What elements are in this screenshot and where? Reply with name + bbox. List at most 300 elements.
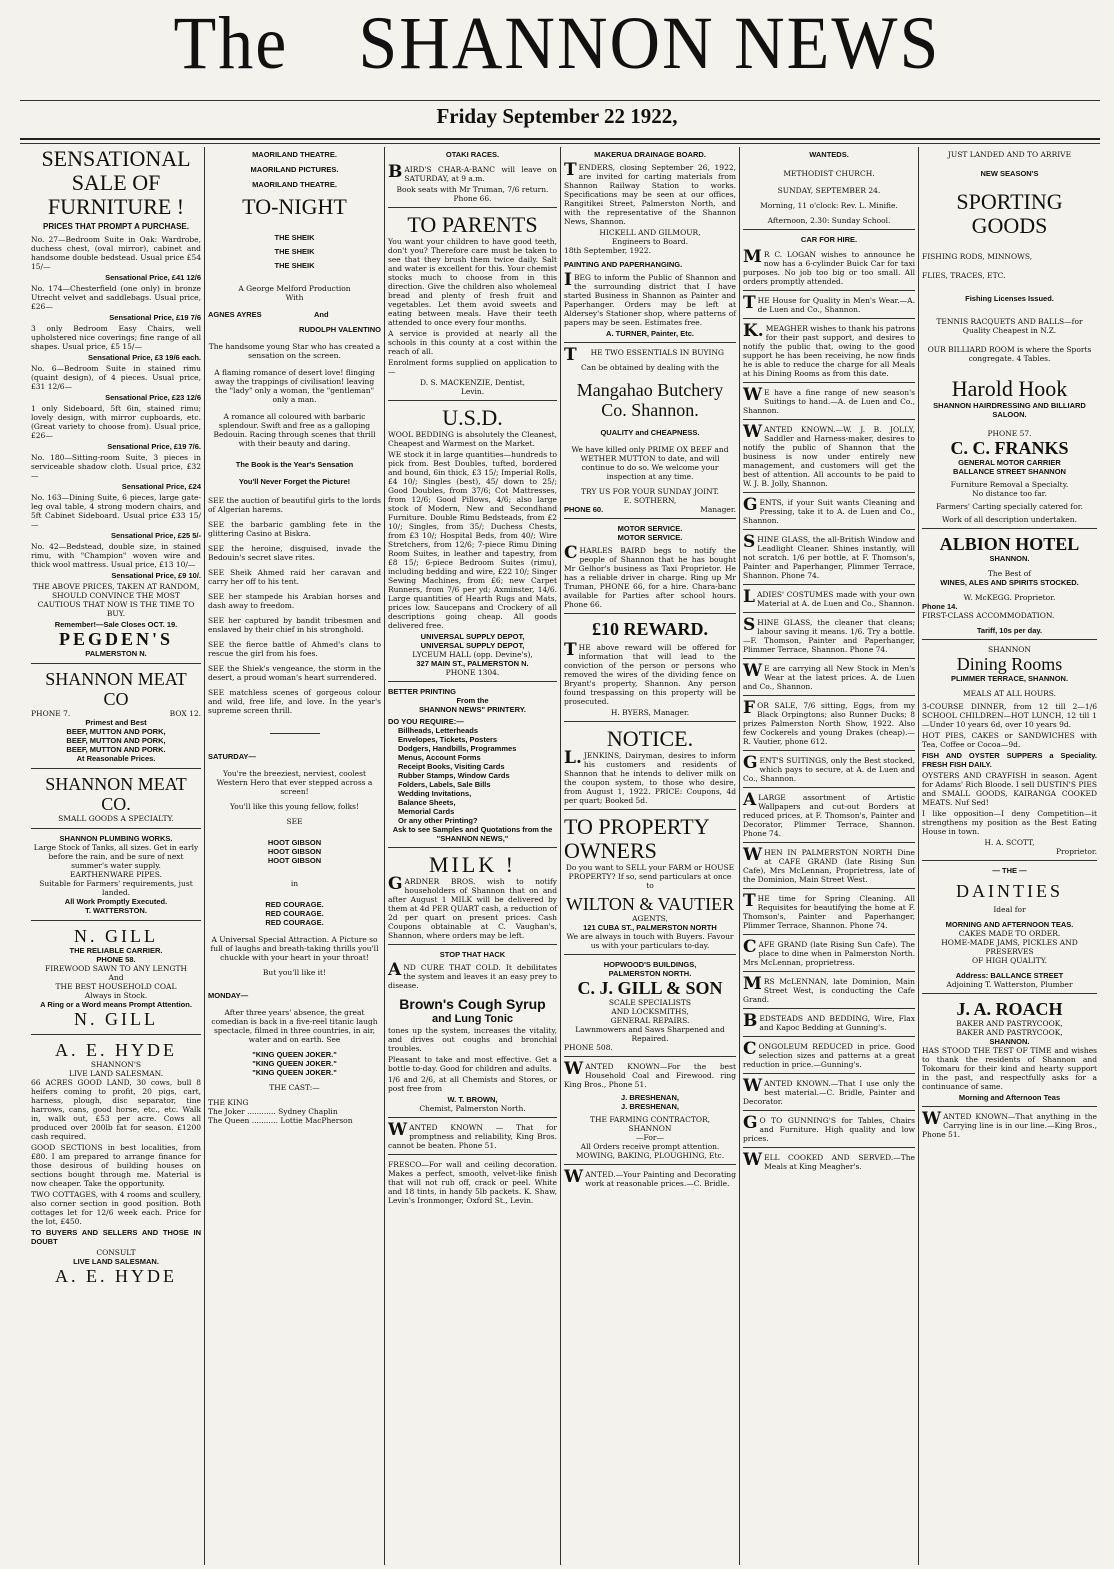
hoot-gibson: HOOT GIBSON	[267, 838, 322, 847]
usd-sign: UNIVERSAL SUPPLY DEPOT,	[420, 641, 525, 650]
motor-service: MOTOR SERVICE.	[617, 533, 683, 542]
gill-line: THE BEST HOUSEHOLD COAL	[55, 981, 177, 991]
see-label: SEE	[286, 817, 303, 826]
dining-sign: Proprietor.	[1055, 847, 1097, 856]
furniture-price: Sensational Price, £9 10/.	[111, 570, 201, 580]
albion-line: The Best of	[987, 569, 1032, 578]
theatre-paragraph: The handsome young Star who has created a sensation on the screen.	[208, 342, 381, 360]
cj-gill-line: SCALE SPECIALISTS	[608, 998, 692, 1007]
hyde-name-2: A. E. HYDE	[55, 1265, 177, 1286]
cj-gill-line: AND LOCKSMITHS,	[611, 1007, 689, 1016]
gill-line: THE RELIABLE CARRIER.	[69, 945, 163, 955]
classified-ad: THE time for Spring Cleaning. All Requisites for beautifying the home at F. Thomson's, Painter and Paperhanger, Plimmer Terrace, Shannon. Phone 74.	[743, 891, 915, 930]
star-line	[208, 310, 381, 319]
printing-item: Rubber Stamps, Window Cards	[398, 771, 510, 780]
hyde-paragraph: TWO COTTAGES, with 4 rooms and scullery, also corner section in good position. Both cottages let for 12/6 week each. Price for the lot, £450.	[31, 1189, 201, 1226]
usd-sign: 327 MAIN ST., PALMERSTON N.	[416, 659, 529, 668]
star-rudolph: RUDOLPH VALENTINO	[299, 325, 381, 334]
monday-label: MONDAY—	[208, 991, 249, 1000]
hyde-line: SHANNON'S	[90, 1059, 142, 1069]
breshenan-for: —For—	[636, 1133, 664, 1142]
column-3	[385, 147, 560, 1565]
classified-ad: THE House for Quality in Men's Wear.—A. de Luen and Co., Shannon.	[743, 293, 915, 314]
drainage-sign: Engineers to Board.	[611, 237, 689, 246]
albion-line: SHANNON.	[989, 554, 1030, 563]
roach-line: BAKER AND PASTRYCOOK,	[956, 1019, 1063, 1028]
furniture-subhead: PRICES THAT PROMPT A PURCHASE.	[43, 222, 189, 231]
ad-separator	[743, 318, 915, 319]
roach-paragraph: HAS STOOD THE TEST OF TIME and wishes to thank the residents of Shannon and Tokomaru for their kind and hearty support in the past, and respectfully asks for a continuance of same.	[922, 1046, 1097, 1091]
painting-heading: PAINTING AND PAPERHANGING.	[564, 260, 683, 269]
masthead-rule	[20, 100, 1100, 101]
classified-ad: WE have a fine range of new season's Suitings to hand.—A. de Luen and Co., Shannon.	[743, 385, 915, 415]
classified-ad: CONGOLEUM REDUCED in price. Good selection sizes and patterns at a great reduction in price.—Gunning's.	[743, 1039, 915, 1069]
theatre-line: MAORILAND THEATRE.	[252, 150, 337, 159]
ad-separator	[922, 993, 1097, 994]
cast-line: The Joker ............ Sydney Chaplin	[208, 1107, 338, 1116]
gill-line: PHONE 58.	[96, 954, 136, 964]
breshenan-town: SHANNON	[628, 1124, 672, 1133]
ad-separator	[743, 1110, 915, 1111]
butchery-name: Mangahao Butchery Co. Shannon.	[576, 380, 724, 420]
dining-paragraph: HOT PIES, CAKES or SANDWICHES with Tea, Coffee or Cocoa—9d.	[922, 731, 1097, 749]
see-item: SEE the Shiek's vengeance, the storm in the desert, a proud woman's heart surrendered.	[208, 664, 381, 682]
classified-ad: MR C. LOGAN wishes to announce he now has a 6-cylinder Buick Car for taxi purposes. No job too big or too small. All orders promptly attended.	[743, 247, 915, 286]
albion-line: FIRST-CLASS ACCOMMODATION.	[922, 611, 1055, 620]
methodist-church: METHODIST CHURCH.	[783, 169, 875, 178]
plumbing-ad	[31, 834, 201, 915]
gill-ad	[31, 926, 201, 1029]
dainties-name: DAINTIES	[956, 881, 1063, 901]
gill-line: FIREWOOD SAWN TO ANY LENGTH	[45, 963, 187, 973]
the-label: — THE —	[992, 866, 1027, 875]
hyde-paragraph: 66 ACRES GOOD LAND, 30 cows, bull 8 heifers coming to profit, 20 pigs, cart, harness, plough, disc separator, tine harrows, cans, good horse, etc., etc. Walk in, walk out, £53 per acre. Cows all produced over 200lb fat for season. £1200 cash required.	[31, 1077, 201, 1141]
see-item: SEE the auction of beautiful girls to the lords of Algerian harems.	[208, 496, 381, 514]
see-item: SEE her stampede his Arabian horses and dash away to freedom.	[208, 592, 381, 610]
furniture-price: Sensational Price, £41 12/6	[105, 272, 201, 282]
fresco-paragraph: FRESCO—For wall and ceiling decoration. Makes a perfect, smooth, velvet-like finish that will not rub off, crack or peel. White and 18 tints, in handy 5lb packets. K. Shaw, Levin's Ironmonger, Oxford St., Levin.	[388, 1160, 557, 1205]
gill-line: And	[108, 972, 124, 982]
sunday-joint: TRY US FOR YOUR SUNDAY JOINT.	[581, 487, 719, 496]
parents-paragraph: A service is provided at nearly all the schools in this county at a cost within the reach of all.	[388, 329, 557, 356]
wilton-vautier: WILTON & VAUTIER	[565, 894, 735, 914]
wilton-address: 121 CUBA ST., PALMERSTON NORTH	[583, 923, 717, 932]
furniture-item: No. 180—Sitting-room Suite, 3 pieces in serviceable shadow cloth. Usual price, £32—	[31, 452, 201, 480]
fishing-line: FISHING RODS, MINNOWS,	[922, 252, 1033, 261]
classified-ad: SHINE GLASS, the all-British Window and Leadlight Cleaner. Shines instantly, will not scratch. 1/6 per bottle, at F. Thomson's, Painter and Paperhanger, Plimmer Terrace, Shannon. Phone 74.	[743, 532, 915, 580]
dining-paragraph: FISH AND OYSTER SUPPERS a Speciality. FRESH FISH DAILY.	[922, 751, 1097, 769]
meat-line: BEEF, MUTTON AND PORK.	[66, 744, 166, 754]
ad-separator	[31, 768, 201, 769]
dainties-line: Adjoining T. Watterston, Plumber	[946, 980, 1073, 989]
column-1	[28, 147, 204, 1565]
classified-list	[743, 247, 915, 1171]
butchery-phone: PHONE 60.	[564, 505, 604, 514]
ad-separator	[388, 944, 557, 945]
ad-separator	[743, 584, 915, 585]
printing-item: Receipt Books, Visiting Cards	[398, 762, 505, 771]
ad-separator	[31, 1034, 201, 1035]
dining-rooms: Dining Rooms	[956, 654, 1063, 674]
meat-co-phone: PHONE 7.	[31, 708, 71, 718]
hyde-paragraph: GOOD SECTIONS in best localities, from £80. I am prepared to arrange finance for those desirous of building houses on sections bought through me. Material is now cheaper. Take the opportunity.	[31, 1142, 201, 1188]
column-6	[919, 147, 1100, 1565]
dining-sign: H. A. SCOTT,	[984, 838, 1035, 847]
star-agnes: AGNES AYRES	[208, 310, 262, 319]
saturday-paragraph: A Universal Special Attraction. A Picture so full of laughs and breath-taking thrills you'll chuckle with your heart in your throat!	[210, 935, 379, 962]
furniture-price: Sensational Price, £3 19/6 each.	[88, 352, 201, 362]
furniture-item: 3 only Bedroom Easy Chairs, well upholstered nice coverings; fine range of all shapes. Usual price, £5 15/—	[31, 323, 201, 351]
roach-teas: Morning and Afternoon Teas	[958, 1093, 1061, 1102]
usd-paragraph: WE stock it in large quantities—hundreds to pick from. Best Doubles, tufted, bordered and bound, 6in thick, £3 15/; Imperial Rolls, £4 10/; Singles (best), 45/ down to 25/; Good Doubles, from 37/6; Cot Mattresses, from 12/6; Good Pillows, 4/6; also large stock of Modern, New and Secondhand Furniture. Double Rimu Bedsteads, from £2 10/; Singles, from 35/; Duchess Chests, from £3 10/; Hospital Beds, from 40/; Wire Stretchers, from 12/6; 7-piece Rimu Dining Room Suites, in leather and tapestry, from £8 15/; 6-piece Bedroom Suites (rimu), including bedding and wire, £22 10/; Singer Sewing Machines, from £6; new Carpet Runners, from 7/6 per yd; Axminster, 14/6. Large quantities of Hearth Rugs and Mats, prices low. Saucepans and Crockery of all descriptions going cheap. All goods delivered free.	[388, 450, 557, 630]
see-item: SEE matchless scenes of gorgeous colour and wild, free life, and love. In the year's supreme screen thrill.	[208, 688, 381, 715]
furniture-headline: SENSATIONAL SALE OF FURNITURE !	[41, 147, 191, 219]
hoot-gibson: HOOT GIBSON	[267, 856, 322, 865]
see-item: SEE Sheik Ahmed raid her caravan and carry her off to his tent.	[208, 568, 381, 586]
usd-sign: LYCEUM HALL (opp. Devine's),	[412, 650, 533, 659]
theatre-line: MAORILAND THEATRE.	[252, 180, 337, 189]
furniture-price: Sensational Price, £25 5/-	[110, 530, 201, 540]
albion-phone: Phone 14.	[922, 602, 958, 611]
column-4	[561, 147, 739, 1565]
furniture-item: No. 42—Bedstead, double size, in stained rimu, with "Champion" woven wire and thick wool mattress. Usual price, £13 10/—	[31, 541, 201, 569]
printing-line: From the	[456, 696, 489, 705]
production-credit: A George Melford Production	[238, 284, 351, 293]
notice-paragraph: L.JENKINS, Dairyman, desires to inform his customers and residents of Shannon that he intends to deliver milk on the coupon system, to those who desire, from August 1, 1922. PRICE: Coupons, 4d per quart; Booked 5d.	[564, 748, 736, 805]
classified-ad: WELL COOKED AND SERVED.—The Meals at King Meagher's.	[743, 1150, 915, 1171]
ad-separator	[743, 492, 915, 493]
furniture-item: No. 27—Bedroom Suite in Oak: Wardrobe, duchess chest, (oval mirror), cabinet and handsome double bedstead. Usual price £54 15/—	[31, 234, 201, 271]
ad-separator	[922, 639, 1097, 640]
dainties-line: MORNING AND AFTERNOON TEAS.	[945, 920, 1074, 929]
see-item: SEE the barbaric gambling fete in the glittering Casino at Biskra.	[208, 520, 381, 538]
theatre-line: MAORILAND PICTURES.	[250, 165, 339, 174]
ad-separator	[743, 787, 915, 788]
albion-line: WINES, ALES AND SPIRITS STOCKED.	[940, 578, 1079, 587]
hyde-salesman: LIVE LAND SALESMAN.	[73, 1256, 159, 1266]
albion-line: W. McKEGG. Proprietor.	[963, 593, 1056, 602]
meat-co-contact	[31, 709, 201, 718]
ad-separator	[922, 860, 1097, 861]
printing-item: Wedding Invitations,	[398, 789, 472, 798]
printing-line: BETTER PRINTING	[388, 687, 456, 696]
hook-phone: PHONE 57.	[987, 429, 1032, 438]
baird-booking: Book seats with Mr Truman, 7/6 return. Phone 66.	[396, 185, 549, 203]
ad-separator	[31, 920, 201, 921]
plumbing-line: EARTHENWARE PIPES.	[69, 869, 163, 879]
ad-separator	[388, 847, 557, 848]
ad-separator	[388, 400, 557, 401]
hyde-ad	[31, 1040, 201, 1286]
usd-paragraph: WOOL BEDDING is absolutely the Cleanest, Cheapest and Warmest on the Market.	[388, 430, 557, 448]
ad-separator	[743, 842, 915, 843]
sheik-title: THE SHEIK	[274, 261, 315, 270]
tonight-heading: TO-NIGHT	[242, 194, 347, 219]
saturday-label: SATURDAY—	[208, 752, 256, 761]
classified-ad: ALARGE assortment of Artistic Wallpapers and cut-out Borders at reduced prices, at F. Thomson's, Painter and Decorator, Plimmer Terrace, Shannon. Phone 74.	[743, 790, 915, 838]
otaki-races: OTAKI RACES.	[445, 150, 500, 159]
kqj-title: "KING QUEEN JOKER."	[252, 1050, 337, 1059]
cj-gill-name: C. J. GILL & SON	[577, 978, 723, 998]
albion-hotel: ALBION HOTEL	[939, 534, 1080, 554]
pegden-name: PEGDEN'S	[58, 628, 174, 649]
reward-heading: £10 REWARD.	[591, 619, 708, 639]
ad-separator	[743, 419, 915, 420]
hack-paragraph: AND CURE THAT COLD. It debilitates the system and leaves it an easy prey to disease.	[388, 960, 557, 990]
browns-paragraph: tones up the system, increases the vitality, and drives out coughs and bronchial troubles.	[388, 1026, 557, 1053]
farming-contractor: THE FARMING CONTRACTOR,	[589, 1115, 711, 1124]
church-afternoon: Afternoon, 2.30: Sunday School.	[767, 216, 891, 225]
printing-item: Envelopes, Tickets, Posters	[398, 735, 498, 744]
furniture-item: No. 6—Bedroom Suite in stained rimu (quaint design), of 4 pieces. Usual price, £31 12/6—	[31, 363, 201, 391]
ad-separator	[564, 721, 736, 722]
franks-name: C. C. FRANKS	[950, 438, 1069, 458]
quality-cheapness: QUALITY and CHEAPNESS.	[600, 428, 700, 437]
theatre-paragraph: A romance all coloured with barbaric splendour. Swift and free as a galloping Bedouin. Racing through scenes that thrill with their beauty and daring.	[213, 412, 376, 448]
motor-paragraph: CHARLES BAIRD begs to notify the people of Shannon that he has bought Mr Gelhor's business as Taxi Proprietor. He has a reliable driver in charge. Ring up Mr Truman, PHONE 66, for a hire. Chara-banc available for Parties after school hours. Phone 66.	[564, 543, 736, 609]
roach-line: SHANNON.	[989, 1037, 1030, 1046]
hook-line: SHANNON HAIRDRESSING AND BILLIARD SALOON.	[933, 401, 1086, 419]
ad-separator	[743, 971, 915, 972]
notice-heading: NOTICE.	[606, 726, 694, 751]
furniture-item: No. 163—Dining Suite, 6 pieces, large gate-leg oval table, 4 strong modern chairs, and 5ft Cabinet Sideboard. Usual price £33 15/—	[31, 492, 201, 529]
meat-co-name: SHANNON MEAT CO	[45, 668, 187, 709]
ad-separator	[743, 229, 915, 230]
ad-separator	[31, 663, 201, 664]
ad-separator	[743, 382, 915, 383]
hyde-line: LIVE LAND SALESMAN.	[68, 1068, 164, 1078]
dentist-town: Levin.	[460, 387, 485, 396]
wanted-known-paragraph: WANTED KNOWN — That for promptness and reliability, King Bros. cannot be beaten. Phone 51.	[388, 1120, 557, 1150]
shannon-meat-ad-2	[31, 774, 201, 823]
essentials-heading: THE TWO ESSENTIALS IN BUYING	[564, 345, 725, 365]
carrying-paragraph: WANTED KNOWN—That anything in the Carrying line is in our line.—King Bros., Phone 51.	[922, 1109, 1097, 1139]
sheik-title: THE SHEIK	[274, 233, 315, 242]
gill-name-2: N. GILL	[74, 1008, 158, 1029]
column-2	[205, 147, 384, 1565]
cast-line: The Queen ........... Lottie MacPherson	[208, 1116, 353, 1125]
painting-wanted-paragraph: WANTED.—Your Painting and Decorating work at reasonable prices.—C. Bridle.	[564, 1167, 736, 1188]
classified-ad: SHINE GLASS, the cleaner that cleans; labour saving it means. 1/6. Try a bottle.—F. Thomson, Painter and Paperhanger, Plimmer Terrace, Shannon. Phone 74.	[743, 615, 915, 654]
property-paragraph: Do you want to SELL your FARM or HOUSE PROPERTY? If so, send particulars at once to	[565, 863, 735, 890]
masthead	[0, 0, 1114, 100]
pegden-location: PALMERSTON N.	[85, 648, 147, 658]
see-list	[208, 496, 381, 715]
printing-item: Billheads, Letterheads	[398, 726, 479, 735]
ad-separator	[31, 828, 201, 829]
browns-paragraph: 1/6 and 2/6, at all Chemists and Stores, or post free from	[388, 1075, 557, 1093]
franks-line: Furniture Removal a Specialty.	[950, 480, 1069, 489]
printing-item: Folders, Labels, Sale Bills	[398, 780, 491, 789]
ad-separator	[743, 1036, 915, 1037]
classified-ad: WANTED KNOWN.—That I use only the best material.—C. Bridle, Painter and Decorator.	[743, 1076, 915, 1106]
franks-line: Work of all description undertaken.	[942, 515, 1077, 524]
ad-separator	[743, 1073, 915, 1074]
meat-co-name-2: SHANNON MEAT CO.	[45, 773, 187, 814]
plumbing-line: All Work Promptly Executed.	[64, 896, 168, 906]
usd-sign: UNIVERSAL SUPPLY DEPOT,	[420, 632, 525, 641]
red-courage: RED COURAGE.	[265, 918, 324, 927]
ad-separator	[564, 342, 736, 343]
wanted-coal-paragraph: WANTED KNOWN—For the best Household Coal and Firewood. ring King Bros., Phone 51.	[564, 1059, 736, 1089]
furniture-price: Sensational Price, £23 12/6	[105, 392, 201, 402]
in-label: in	[290, 879, 299, 888]
meat-co-box: BOX 12.	[169, 708, 201, 718]
saturday-paragraph: You're the breeziest, nerviest, coolest Western Hero that ever stepped across a screen!	[216, 769, 373, 796]
furniture-sale-ad	[31, 147, 201, 658]
butchery-contact	[564, 505, 736, 514]
dentist-name: D. S. MACKENZIE, Dentist,	[420, 378, 525, 387]
drainage-date: 18th September, 1922.	[564, 246, 651, 255]
breshenan-services: All Orders receive prompt attention. MOWING, BAKING, PLOUGHING, Etc.	[575, 1142, 725, 1160]
printing-line: "SHANNON NEWS,"	[436, 834, 509, 843]
kqj-title: "KING QUEEN JOKER."	[252, 1068, 337, 1077]
milk-heading: MILK !	[428, 852, 517, 877]
usd-sign: PHONE 1304.	[445, 668, 500, 677]
shannon-meat-ad	[31, 669, 201, 763]
drainage-board: MAKERUA DRAINAGE BOARD.	[594, 150, 706, 159]
plumbing-line: Suitable for Farmers' requirements, just landed.	[39, 878, 193, 897]
printing-line: DO YOU REQUIRE:—	[388, 717, 464, 726]
ad-separator	[743, 658, 915, 659]
classified-ad: WE are carrying all New Stock in Men's Wear at the latest prices. A. de Luen and Co., Shannon.	[743, 661, 915, 691]
printing-item: Or any other Printing?	[398, 816, 478, 825]
ad-separator	[743, 529, 915, 530]
franks-line: BALLANCE STREET SHANNON	[953, 467, 1066, 476]
reward-sign: H. BYERS, Manager.	[610, 708, 690, 717]
classified-ad: WHEN IN PALMERSTON NORTH Dine at CAFE GRAND (late Rising Sun Cafe), Mrs McLennan, Proprietress, late of the Dominion, Main Street West.	[743, 845, 915, 884]
drainage-sign: HICKELL AND GILMOUR,	[599, 228, 701, 237]
see-item: SEE her captured by bandit tribesmen and enslaved by their chief in his stronghold.	[208, 616, 381, 634]
see-item: SEE the fierce battle of Ahmed's clans to rescue the girl from his foes.	[208, 640, 381, 658]
furniture-price: Sensational Price, £19 7/6	[109, 312, 201, 322]
dining-line: MEALS AT ALL HOURS.	[962, 689, 1057, 698]
ad-separator	[743, 888, 915, 889]
meat-line: BEEF, MUTTON AND PORK,	[66, 726, 166, 736]
ad-separator	[564, 809, 736, 810]
ad-separator	[564, 518, 736, 519]
drainage-paragraph: TENDERS, closing September 26, 1922, are invited for carting materials from Shannon Railway Station to works. Specifications may be seen at our offices, Rangitikei Street, Palmerston North, and with the representative of the Shannon News, Shannon.	[564, 160, 736, 226]
breshenan-name: J. BRESHENAN,	[621, 1093, 679, 1102]
printing-item: Memorial Cards	[398, 807, 455, 816]
property-heading: TO PROPERTY OWNERS	[564, 814, 709, 863]
ideal-for: Ideal for	[993, 905, 1026, 914]
gill-name: N. GILL	[74, 925, 158, 946]
furniture-list	[31, 235, 201, 580]
ad-separator	[564, 613, 736, 614]
dining-line: PLIMMER TERRACE, SHANNON.	[950, 674, 1069, 683]
browns-paragraph: Pleasant to take and most effective. Get a bottle to-day. Good for children and adults.	[388, 1055, 557, 1073]
ad-separator	[743, 612, 915, 613]
hyde-name: A. E. HYDE	[55, 1039, 177, 1060]
plumbing-line: Large Stock of Tanks, all sizes. Get in early before the rain, and be sure of next summer's water supply.	[33, 842, 199, 870]
column-5	[740, 147, 918, 1565]
hopwood-line: HOPWOOD'S BUILDINGS,	[603, 960, 697, 969]
just-landed: JUST LANDED AND TO ARRIVE	[947, 150, 1072, 159]
classified-ad: WANTED KNOWN.—W. J. B. JOLLY, Saddler and Harness-maker, desires to notify the public of Shannon that the business is now under entirely new management, and customers will get the best of attention. All accounts to be paid to W. J. B. Jolly, Shannon.	[743, 422, 915, 488]
never-forget: You'll Never Forget the Picture!	[238, 477, 351, 486]
church-date: SUNDAY, SEPTEMBER 24.	[777, 186, 881, 195]
printing-item: Dodgers, Handbills, Programmes	[398, 744, 517, 753]
painting-sign: A. TURNER, Painter, Etc.	[606, 329, 694, 338]
franks-line: No distance too far.	[972, 489, 1047, 498]
roach-line: BAKER AND PASTRYCOOK,	[956, 1028, 1063, 1037]
meat-line: BEEF, MUTTON AND PORK,	[66, 735, 166, 745]
sheik-title: THE SHEIK	[274, 247, 315, 256]
browns-sign: W. T. BROWN,	[447, 1095, 498, 1104]
plumbing-line: T. WATTERSTON.	[85, 905, 147, 915]
ad-separator	[743, 934, 915, 935]
hoot-gibson: HOOT GIBSON	[267, 847, 322, 856]
tennis-line: TENNIS RACQUETS AND BALLS—for Quality Cheapest in N.Z.	[936, 317, 1083, 335]
title-the: The	[173, 1, 289, 86]
date-rule-thin	[20, 143, 1100, 144]
ad-separator	[388, 207, 557, 208]
church-morning: Morning, 11 o'clock: Rev. L. Minifie.	[760, 201, 898, 210]
cj-gill-line: GENERAL REPAIRS.	[610, 1016, 690, 1025]
wanteds-heading: WANTEDS.	[809, 150, 849, 159]
ad-separator	[922, 528, 1097, 529]
milk-paragraph: GARDNER BROS. wish to notify householders of Shannon that on and after August 1 MILK will be delivered by them at 4d PER QUART cash, a reduction of 2d per quart on present prices. Cash Coupons obtainable at C. Vaughan's, Shannon, where orders may be left.	[388, 874, 557, 940]
printing-item: Menus, Account Forms	[398, 753, 481, 762]
licenses-issued: Fishing Licenses Issued.	[965, 294, 1054, 303]
ad-separator	[922, 1106, 1097, 1107]
cast-line: THE KING	[208, 1098, 249, 1107]
red-courage: RED COURAGE.	[265, 909, 324, 918]
ad-separator	[388, 1154, 557, 1155]
stop-hack: STOP THAT HACK	[439, 950, 506, 959]
albion-tariff: Tariff, 10s per day.	[976, 626, 1043, 635]
title-name: SHANNON NEWS	[358, 1, 941, 86]
dining-shannon: SHANNON	[988, 645, 1031, 654]
see-item: SEE the heroine, disguised, invade the Bedouin's secret slave rites.	[208, 544, 381, 562]
essentials-line: Can be obtained by dealing with the	[581, 363, 719, 372]
harold-hook: Harold Hook	[951, 376, 1068, 401]
issue-date: Friday September 22 1922,	[436, 104, 678, 128]
printing-item: Balance Sheets,	[398, 798, 456, 807]
classified-ad: CAFE GRAND (late Rising Sun Cafe). The place to dine when in Palmerston North. Mrs McLennan, proprietress.	[743, 937, 915, 967]
dining-paragraph: 3-COURSE DINNER, from 12 till 2—1/6 SCHOOL CHILDREN—HOT LUNCH, 12 till 1—Under 10 years 6d, over 10 years 9d.	[922, 702, 1097, 729]
date-rule	[20, 138, 1100, 140]
parents-paragraph: Enrolment forms supplied on application to—	[388, 358, 557, 376]
short-rule	[270, 733, 320, 734]
furniture-price: Sensational Price, £19 7/6.	[107, 441, 201, 451]
maoriland-theatre-ad	[208, 150, 381, 486]
wilton-agents: AGENTS,	[632, 914, 668, 923]
classified-ad: GO TO GUNNING'S for Tables, Chairs and Furniture. High quality and low prices.	[743, 1113, 915, 1143]
roach-name: J. A. ROACH	[956, 999, 1063, 1019]
meat-small-goods: SMALL GOODS A SPECIALTY.	[58, 813, 174, 823]
furniture-footer: THE ABOVE PRICES, TAKEN AT RANDOM, SHOULD CONVINCE THE MOST CAUTIOUS THAT NOW IS THE TIME TO BUY.	[32, 581, 200, 618]
kqj-title: "KING QUEEN JOKER."	[252, 1059, 337, 1068]
ad-separator	[564, 1056, 736, 1057]
painting-paragraph: IBEG to inform the Public of Shannon and the surrounding district that I have started Business in Shannon as Painter and Paperhanger. Orders may be left at Aldersey's Stationer shop, where patterns of papers may be seen. Estimates free.	[564, 270, 736, 327]
butchery-paragraph: We have killed only PRIME OX BEEF and WETHER MUTTON to date, and will continue to do so. We welcome your inspection at any time.	[571, 445, 729, 481]
meat-line: At Reasonable Prices.	[76, 753, 156, 763]
reward-paragraph: THE above reward will be offered for information that will lead to the conviction of the person or persons who removed the wires of the dividing fence on Bryant's property, Shannon. Any person found trespassing on this property will be prosecuted.	[564, 640, 736, 706]
ad-separator	[743, 695, 915, 696]
franks-line: Farmers' Carting specially catered for.	[936, 502, 1083, 511]
classified-ad: BEDSTEADS AND BEDDING, Wire, Flax and Kapoc Bedding at Gunning's.	[743, 1011, 915, 1032]
monday-paragraph: After three years' absence, the great comedian is back in a five-reel titanic laugh spectacle, filmed in three countries, in air, water and on earth. See	[211, 1008, 378, 1044]
theatre-paragraph: A flaming romance of desert love! flinging away the trappings of civilisation! leaving the "lady" only a woman, the "gentleman" only a man.	[214, 368, 375, 404]
plumbing-head: SHANNON PLUMBING WORKS.	[59, 833, 173, 843]
cj-gill-line: Lawnmowers and Saws Sharpened and Repaired.	[575, 1025, 725, 1043]
furniture-item: No. 174—Chesterfield (one only) in bronze Utrecht velvet and saddlebags. Usual price, £26—	[31, 283, 201, 311]
ad-separator	[743, 750, 915, 751]
classified-ad: LADIES' COSTUMES made with your own Material at A. de Luen and Co., Shannon.	[743, 587, 915, 608]
ad-separator	[564, 954, 736, 955]
